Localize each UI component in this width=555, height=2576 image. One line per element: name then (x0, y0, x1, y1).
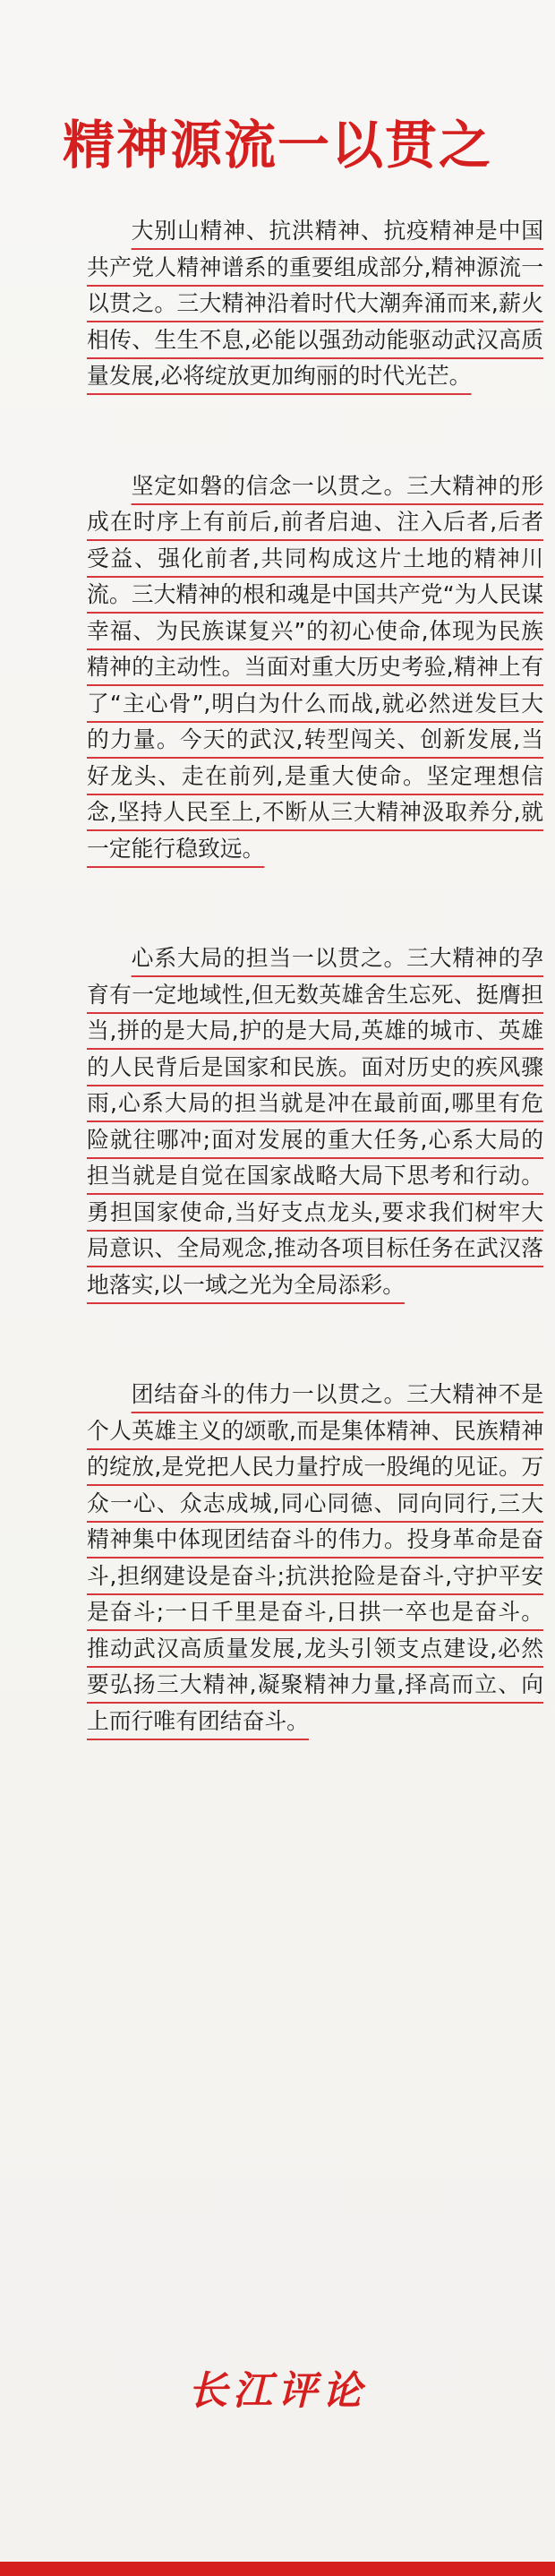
article-body (87, 213, 543, 1739)
bottom-accent-bar (0, 2562, 555, 2576)
column-signature-logo: 长江评论 (188, 2368, 367, 2414)
paragraph-2: 坚定如磐的信念一以贯之。三大精神的形成在时序上有前后,前者启迪、注入后者,后者受益、强化前者,共同构成这片土地的精神川流。三大精神的根和魂是中国共产党“为人民谋幸福、为民族谋复兴”的初心使命,体现为民族精神的主动性。当面对重大历史考验,精神上有了“主心骨”,明白为什么而战,就必然迸发巨大的力量。今天的武汉,转型闯关、创新发展,当好龙头、走在前列,是重大使命。坚定理想信念,坚持人民至上,不断从三大精神汲取养分,就一定能行稳致远。 (87, 472, 543, 862)
paragraph-4: 团结奋斗的伟力一以贯之。三大精神不是个人英雄主义的颂歌,而是集体精神、民族精神的绽放,是党把人民力量拧成一股绳的见证。万众一心、众志成城,同心同德、同向同行,三大精神集中体现团结奋斗的伟力。投身革命是奋斗,担纲建设是奋斗;抗洪抢险是奋斗,守护平安是奋斗;一日千里是奋斗,日拱一卒也是奋斗。推动武汉高质量发展,龙头引领支点建设,必然要弘扬三大精神,凝聚精神力量,择高而立、向上而行唯有团结奋斗。 (87, 1381, 543, 1734)
article-title: 精神源流一以贯之 (62, 114, 492, 176)
paragraph-1: 大别山精神、抗洪精神、抗疫精神是中国共产党人精神谱系的重要组成部分,精神源流一以贯之。三大精神沿着时代大潮奔涌而来,薪火相传、生生不息,必能以强劲动能驱动武汉高质量发展,必将绽放更加绚丽的时代光芒。 (87, 218, 543, 389)
paragraph-3: 心系大局的担当一以贯之。三大精神的孕育有一定地域性,但无数英雄舍生忘死、挺膺担当,拼的是大局,护的是大局,英雄的城市、英雄的人民背后是国家和民族。面对历史的疾风骤雨,心系大局的担当就是冲在最前面,哪里有危险就往哪冲;面对发展的重大任务,心系大局的担当就是自觉在国家战略大局下思考和行动。勇担国家使命,当好支点龙头,要求我们树牢大局意识、全局观念,推动各项目标任务在武汉落地落实,以一域之光为全局添彩。 (87, 945, 543, 1298)
